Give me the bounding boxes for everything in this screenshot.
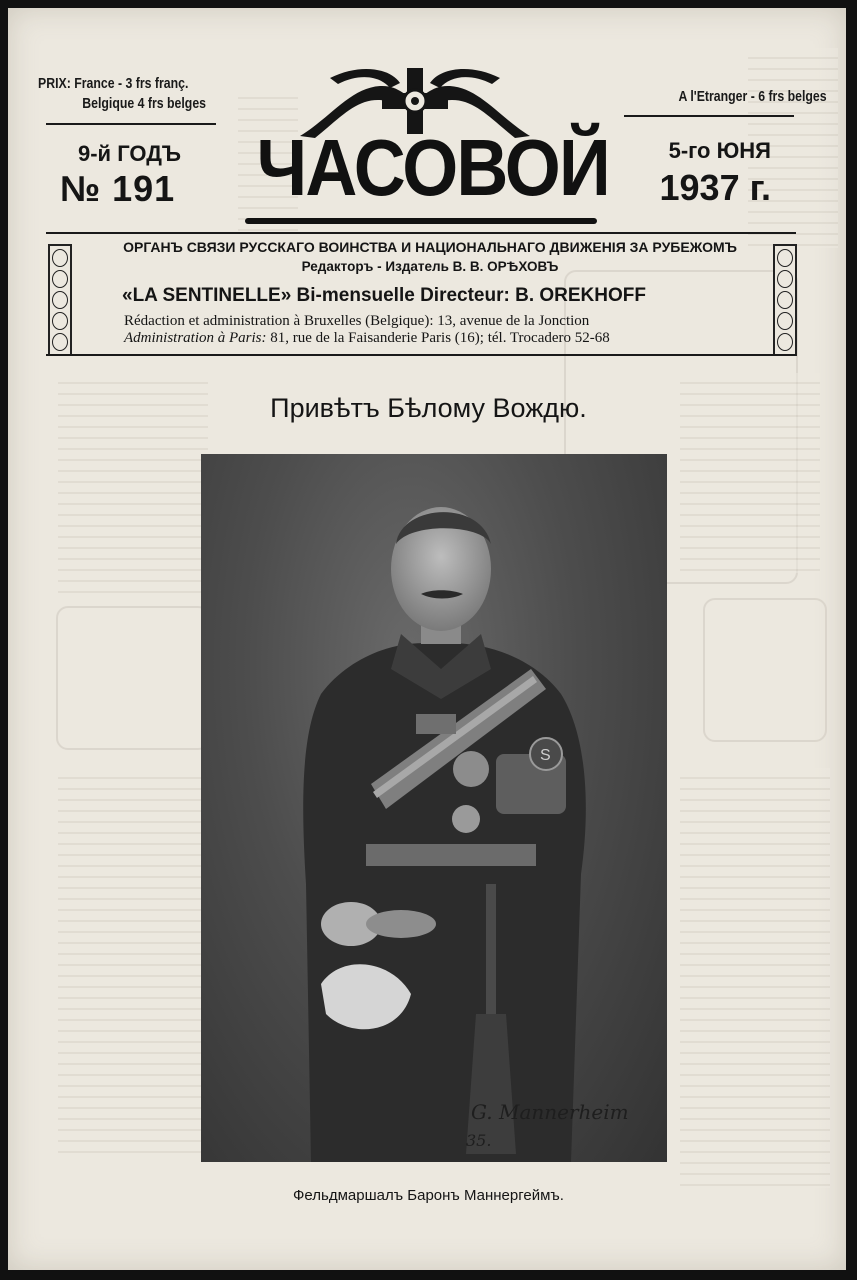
photo-caption: Фельдмаршалъ Баронъ Маннергеймъ. xyxy=(293,1187,564,1204)
portrait-photo xyxy=(201,454,667,1162)
header-bottom-rule xyxy=(46,354,796,356)
bleed-through-right-col xyxy=(680,768,830,1188)
paris-address-label: Administration à Paris: xyxy=(124,330,267,346)
photo-year: 35. xyxy=(466,1131,492,1150)
masthead-underline xyxy=(245,218,597,224)
svg-text:S: S xyxy=(540,747,551,764)
price-etranger: A l'Etranger - 6 frs belges xyxy=(678,88,827,105)
organ-subtitle: ОРГАНЪ СВЯЗИ РУССКАГО ВОИНСТВА И НАЦИОНАЛЬНАГО ДВИЖЕНІЯ ЗА РУБЕЖОМЪ xyxy=(123,239,737,255)
price-block xyxy=(38,74,206,115)
redaction-address: Rédaction et administration à Bruxelles (Belgique): 13, avenue de la Jonction xyxy=(124,313,590,329)
bleed-through-box-left xyxy=(56,606,210,750)
bleed-through-left-col xyxy=(58,768,206,1158)
issue-year: 1937 г. xyxy=(659,167,771,208)
bleed-through-box-right2 xyxy=(703,598,827,742)
paris-address-text: 81, rue de la Faisanderie Paris (16); tél. Trocadero 52-68 xyxy=(266,330,610,346)
price-rule-right xyxy=(624,115,794,117)
issue-date: 5-го ЮНЯ xyxy=(668,138,771,163)
sentinelle-line: «LA SENTINELLE» Bi-mensuelle Directeur: B. OREKHOFF xyxy=(122,285,646,306)
portrait-figure xyxy=(201,454,667,1162)
price-rule-left xyxy=(46,123,216,125)
price-label: PRIX: xyxy=(38,75,71,92)
ornament-right xyxy=(773,244,797,356)
issue-number: № 191 xyxy=(60,168,176,209)
paris-address xyxy=(124,330,610,347)
editor-line: Редакторъ - Издатель В. В. ОРѢХОВЪ xyxy=(301,259,559,274)
price-belgique: Belgique 4 frs belges xyxy=(82,95,207,113)
headline: Привѣтъ Бѣлому Вождю. xyxy=(270,393,587,423)
price-france: France - 3 frs franç. xyxy=(74,75,189,92)
ornament-left xyxy=(48,244,72,356)
masthead-title: ЧАСОВОЙ xyxy=(256,123,609,212)
header-top-rule xyxy=(46,232,796,234)
year-of-publication: 9-й ГОДЪ xyxy=(78,141,182,166)
photo-signature: G. Mannerheim xyxy=(471,1100,629,1124)
